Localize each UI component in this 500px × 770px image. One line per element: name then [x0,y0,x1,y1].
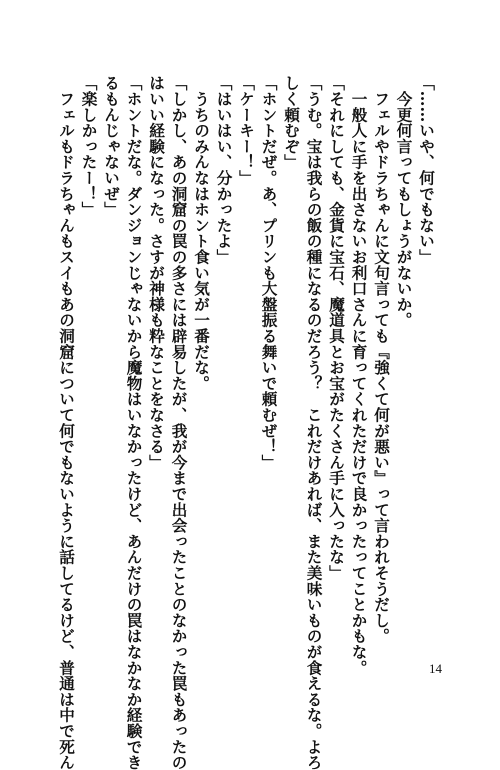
text-line: 「ホントだな。ダンジョンじゃないから魔物はいなかったけど、あんだけの罠はなかなか経験でき [124,75,144,770]
text-line: しく頼むぞ」 [282,75,301,170]
text-line: 今更何言ってもしょうがないか。 [394,75,414,328]
text-line: 「……いや、何でもない」 [417,75,436,265]
text-line: 「楽しかったー！」 [79,75,99,218]
text-line: 「うむ。宝は我らの飯の種になるのだろう？ これだけあれば、また美味いものが食えるな。よろ [304,75,324,770]
text-line: 「ホントだぜ。あ、プリンも大盤振る舞いで頼むぜ！」 [259,75,279,470]
text-line: るもんじゃないぜ」 [102,75,121,218]
text-line: うちのみんなはホント食い気が一番だな。 [192,75,211,391]
text-line: 「しかし、あの洞窟の罠の多さには辟易したが、我が今まで出会ったことのなかった罠もあったの [169,75,189,770]
text-line: はいい経験になった。さすが神様も粋なことをなさる」 [147,75,166,470]
text-line: 一般人に手を出さないお利口さんに育ってくれただけで良かったってことかもな。 [349,75,369,676]
text-line: 「それにしても、金貨に宝石、魔道具とお宝がたくさん手に入ったな」 [327,75,346,581]
text-line: フェルもドラちゃんもスイもあの洞窟について何でもないように話してるけど、普通は中で死ん [57,75,76,770]
page-number: 14 [429,661,442,676]
text-line: 「はいはい、分かったよ」 [214,75,234,265]
text-line: フェルやドラちゃんに文句言っても『強くて何が悪い』って言われそうだし。 [372,75,391,644]
text-line: 「ケーキー！」 [237,75,256,186]
